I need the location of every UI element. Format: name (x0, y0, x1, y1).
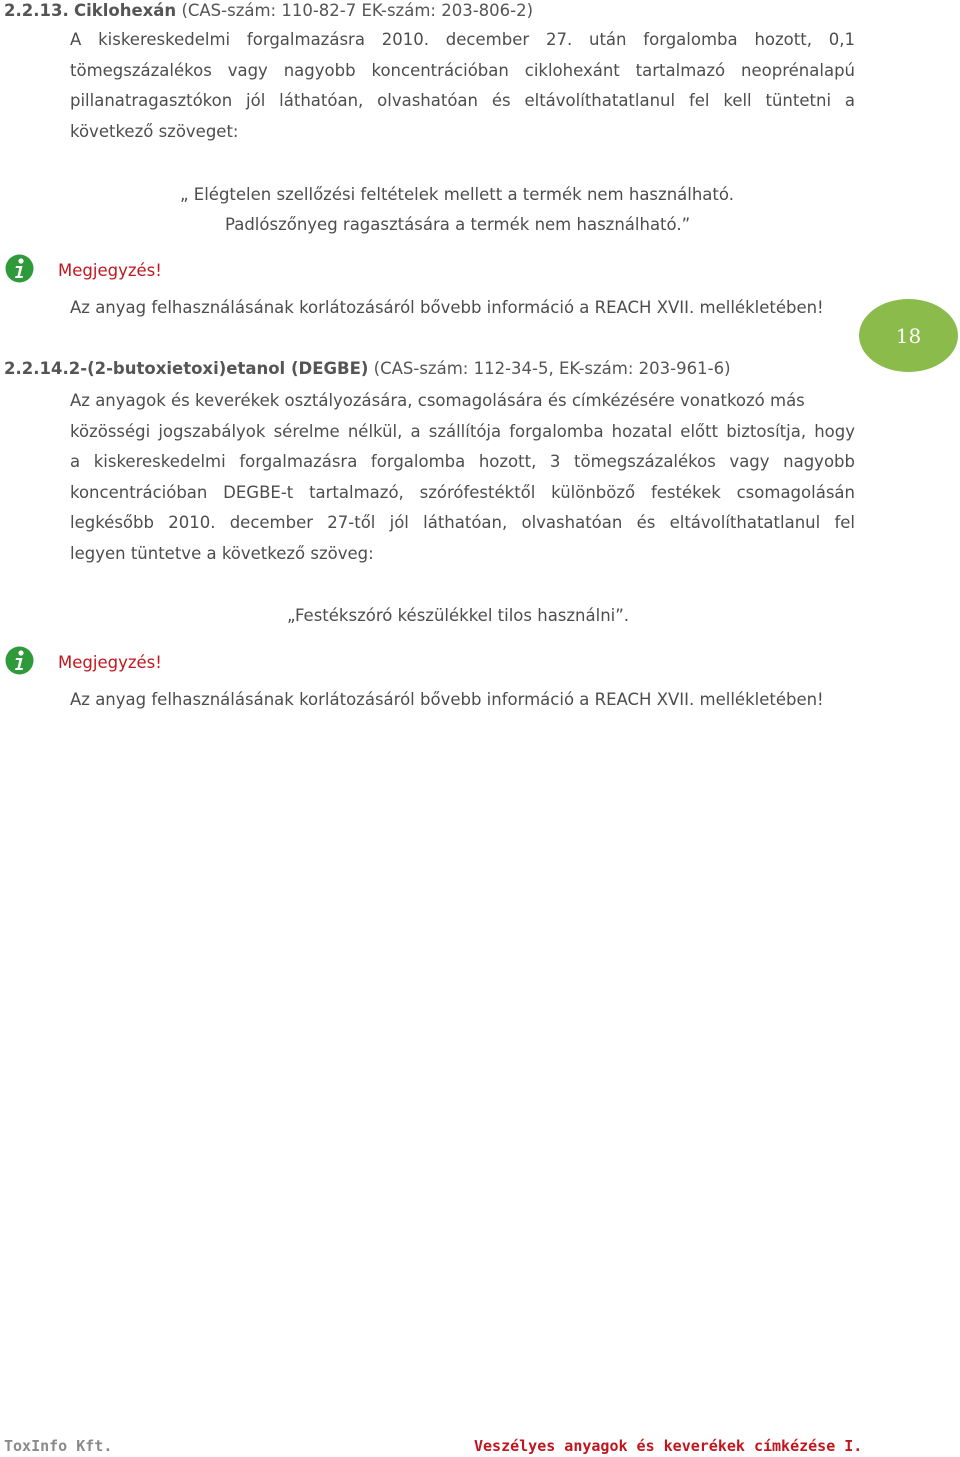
section-14-body (70, 386, 855, 570)
section-14-line-5: legkésőbb 2010. december 27-től jól láthatóan, olvashatóan és eltávolíthatatlanul fel (70, 513, 855, 533)
note-1-text: Az anyag felhasználásának korlátozásáról bővebb információ a REACH XVII. mellékletében! (70, 298, 824, 317)
section-14-line-2: közösségi jogszabályok sérelme nélkül, a szállítója forgalomba hozatal előtt biztosítja, hogy (70, 421, 855, 441)
section-14-quote: „Festékszóró készülékkel tilos használni”. (287, 606, 630, 625)
footer-document-title: Veszélyes anyagok és keverékek címkézése I. (474, 1437, 863, 1455)
section-13-ids: (CAS-szám: 110-82-7 EK-szám: 203-806-2) (181, 1, 534, 20)
section-14-line-6: legyen tüntetve a következő szöveg: (70, 543, 374, 563)
section-13-quote-line-2: Padlószőnyeg ragasztására a termék nem használható.” (225, 215, 691, 234)
section-14-line-3: a kiskereskedelmi forgalmazásra forgalomba hozott, 3 tömegszázalékos vagy nagyobb (70, 452, 855, 472)
section-14-line-1: Az anyagok és keverékek osztályozására, csomagolására és címkézésére vonatkozó más (70, 391, 805, 410)
section-13-line-2: tömegszázalékos vagy nagyobb koncentrációban ciklohexánt tartalmazó neoprénalapú (70, 60, 855, 80)
note-2-label: Megjegyzés! (58, 653, 162, 672)
section-13-title: Ciklohexán (73, 1, 177, 20)
section-14-title: 2-(2-butoxietoxi)etanol (DEGBE) (68, 359, 369, 378)
section-13-heading (4, 0, 533, 22)
page-number-badge: 18 (859, 299, 958, 372)
info-icon (5, 646, 34, 675)
note-2-text: Az anyag felhasználásának korlátozásáról bővebb információ a REACH XVII. mellékletében! (70, 690, 824, 709)
section-13-line-1: A kiskereskedelmi forgalmazásra 2010. december 27. után forgalomba hozott, 0,1 (70, 30, 855, 49)
section-13-body (70, 25, 855, 147)
footer-company: ToxInfo Kft. (4, 1437, 113, 1455)
section-13-quote-line-1: „ Elégtelen szellőzési feltételek mellett a termék nem használható. (180, 185, 734, 204)
section-13-number: 2.2.13. (4, 1, 69, 20)
section-14-ids: (CAS-szám: 112-34-5, EK-szám: 203-961-6) (373, 359, 731, 378)
note-1-label: Megjegyzés! (58, 261, 162, 280)
section-14-line-4: koncentrációban DEGBE-t tartalmazó, szórófestéktől különböző festékek csomagolásán (70, 482, 855, 502)
section-13-line-4: következő szöveget: (70, 121, 239, 141)
info-icon (5, 254, 34, 283)
section-13-line-3: pillanatragasztókon jól láthatóan, olvashatóan és eltávolíthatatlanul fel kell tüntetni a (70, 91, 855, 111)
section-14-number: 2.2.14. (4, 359, 69, 378)
section-14-heading (4, 356, 731, 382)
